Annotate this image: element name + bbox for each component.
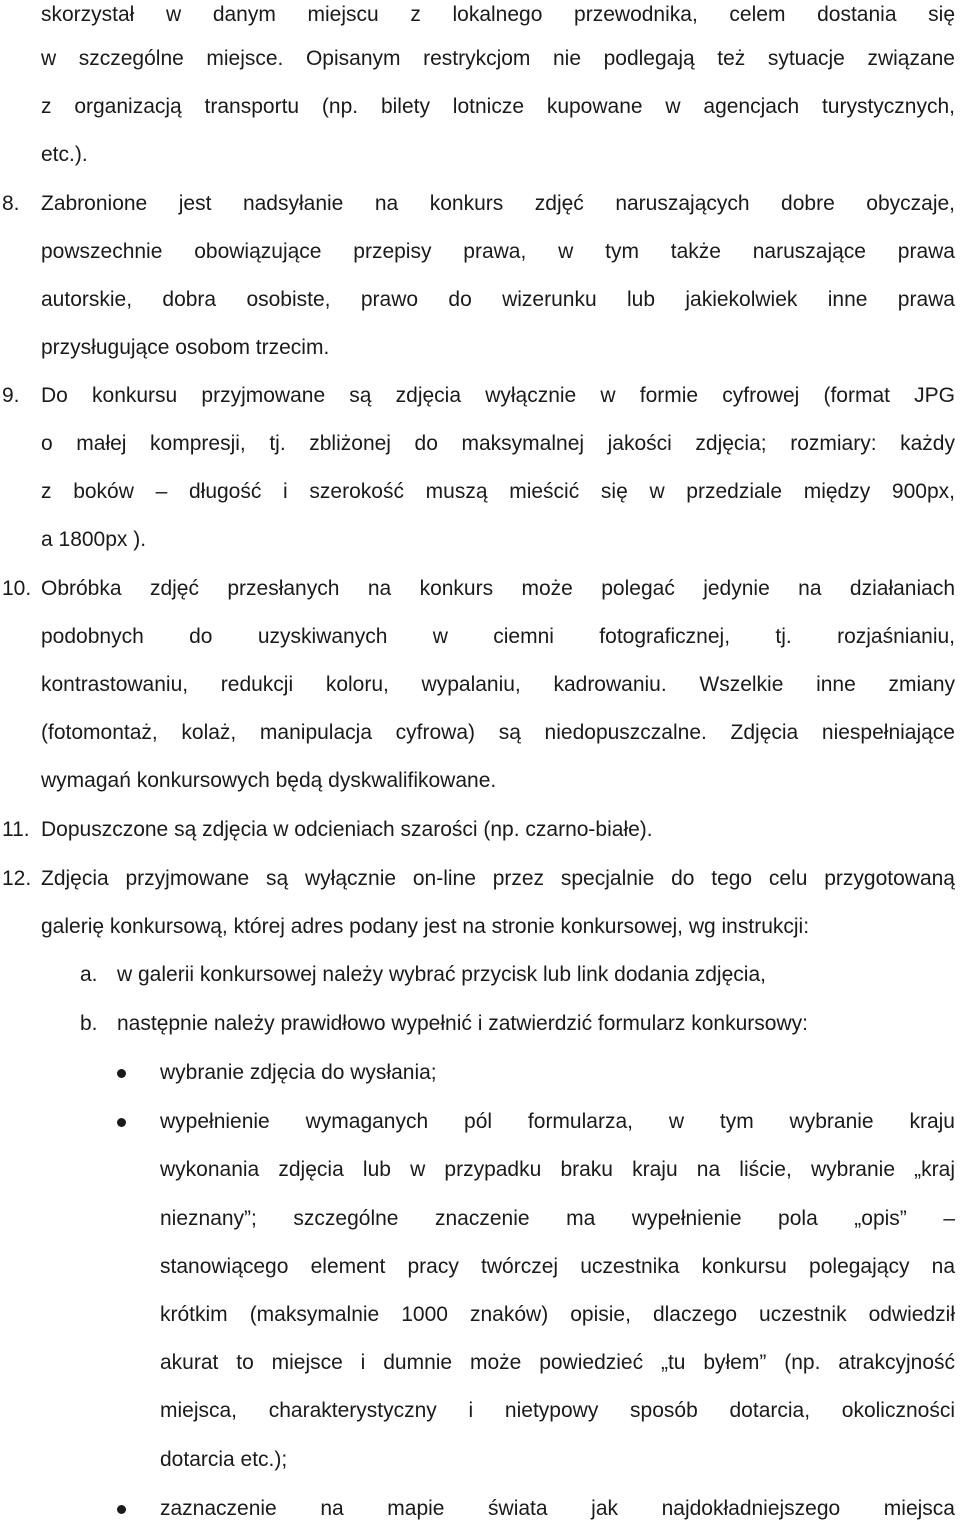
bullet-line: dotarcia etc.); [160, 1448, 288, 1471]
paragraph-line: powszechnie obowiązujące przepisy prawa, w tym także naruszające prawa [41, 240, 955, 263]
bullet-icon [117, 1069, 126, 1078]
paragraph-line: o małej kompresji, tj. zbliżonej do maksymalnej jakości zdjęcia; rozmiary: każdy [41, 432, 955, 455]
bullet-line: zaznaczenie na mapie świata jak najdokładniejszego miejsca [160, 1497, 955, 1520]
paragraph-line: podobnych do uzyskiwanych w ciemni fotograficznej, tj. rozjaśnianiu, [41, 625, 955, 648]
bullet-line: wykonania zdjęcia lub w przypadku braku kraju na liście, wybranie „kraj [160, 1158, 955, 1181]
paragraph-line: z boków – długość i szerokość muszą mieścić się w przedziale między 900px, [41, 480, 955, 503]
paragraph-line: kontrastowaniu, redukcji koloru, wypalaniu, kadrowaniu. Wszelkie inne zmiany [41, 673, 955, 696]
bullet-line: wypełnienie wymaganych pól formularza, w tym wybranie kraju [160, 1110, 955, 1133]
bullet-line: miejsca, charakterystyczny i nietypowy sposób dotarcia, okoliczności [160, 1399, 955, 1422]
subitem-label: a. [80, 963, 98, 986]
paragraph-line: a 1800px ). [41, 528, 147, 551]
paragraph-line: (fotomontaż, kolaż, manipulacja cyfrowa) są niedopuszczalne. Zdjęcia niespełniające [41, 721, 955, 744]
subitem-label: b. [80, 1012, 98, 1035]
paragraph-line: przysługujące osobom trzecim. [41, 336, 330, 359]
bullet-line: wybranie zdjęcia do wysłania; [160, 1061, 437, 1084]
paragraph-line: etc.). [41, 143, 88, 166]
paragraph-line: z organizacją transportu (np. bilety lotnicze kupowane w agencjach turystycznych, [41, 95, 955, 118]
bullet-line: krótkim (maksymalnie 1000 znaków) opisie, dlaczego uczestnik odwiedził [160, 1303, 955, 1326]
item-number: 9. [2, 384, 20, 407]
paragraph-line: Dopuszczone są zdjęcia w odcieniach szarości (np. czarno-białe). [41, 818, 653, 841]
bullet-icon [117, 1505, 126, 1514]
subitem-text: następnie należy prawidłowo wypełnić i zatwierdzić formularz konkursowy: [117, 1012, 808, 1035]
bullet-line: stanowiącego element pracy twórczej uczestnika konkursu polegający na [160, 1255, 955, 1278]
item-number: 10. [2, 577, 32, 600]
item-number: 12. [2, 867, 32, 890]
paragraph-line: Zdjęcia przyjmowane są wyłącznie on-line przez specjalnie do tego celu przygotowaną [41, 867, 955, 890]
bullet-line: akurat to miejsce i dumnie może powiedzieć „tu byłem” (np. atrakcyjność [160, 1351, 955, 1374]
item-number: 8. [2, 192, 20, 215]
paragraph-line: Zabronione jest nadsyłanie na konkurs zdjęć naruszających dobre obyczaje, [41, 192, 955, 215]
bullet-line: nieznany”; szczególne znaczenie ma wypełnienie pola „opis” – [160, 1207, 955, 1230]
paragraph-line: galerię konkursową, której adres podany jest na stronie konkursowej, wg instrukcji: [41, 915, 810, 938]
bullet-icon [117, 1118, 126, 1127]
paragraph-line: w szczególne miejsce. Opisanym restrykcjom nie podlegają też sytuacje związane [41, 47, 955, 70]
paragraph-line: skorzystał w danym miejscu z lokalnego przewodnika, celem dostania się [41, 3, 955, 26]
paragraph-line: Obróbka zdjęć przesłanych na konkurs może polegać jedynie na działaniach [41, 577, 955, 600]
paragraph-line: Do konkursu przyjmowane są zdjęcia wyłącznie w formie cyfrowej (format JPG [41, 384, 955, 407]
item-number: 11. [2, 818, 30, 841]
paragraph-line: wymagań konkursowych będą dyskwalifikowane. [41, 769, 497, 792]
subitem-text: w galerii konkursowej należy wybrać przycisk lub link dodania zdjęcia, [117, 963, 766, 986]
paragraph-line: autorskie, dobra osobiste, prawo do wizerunku lub jakiekolwiek inne prawa [41, 288, 955, 311]
